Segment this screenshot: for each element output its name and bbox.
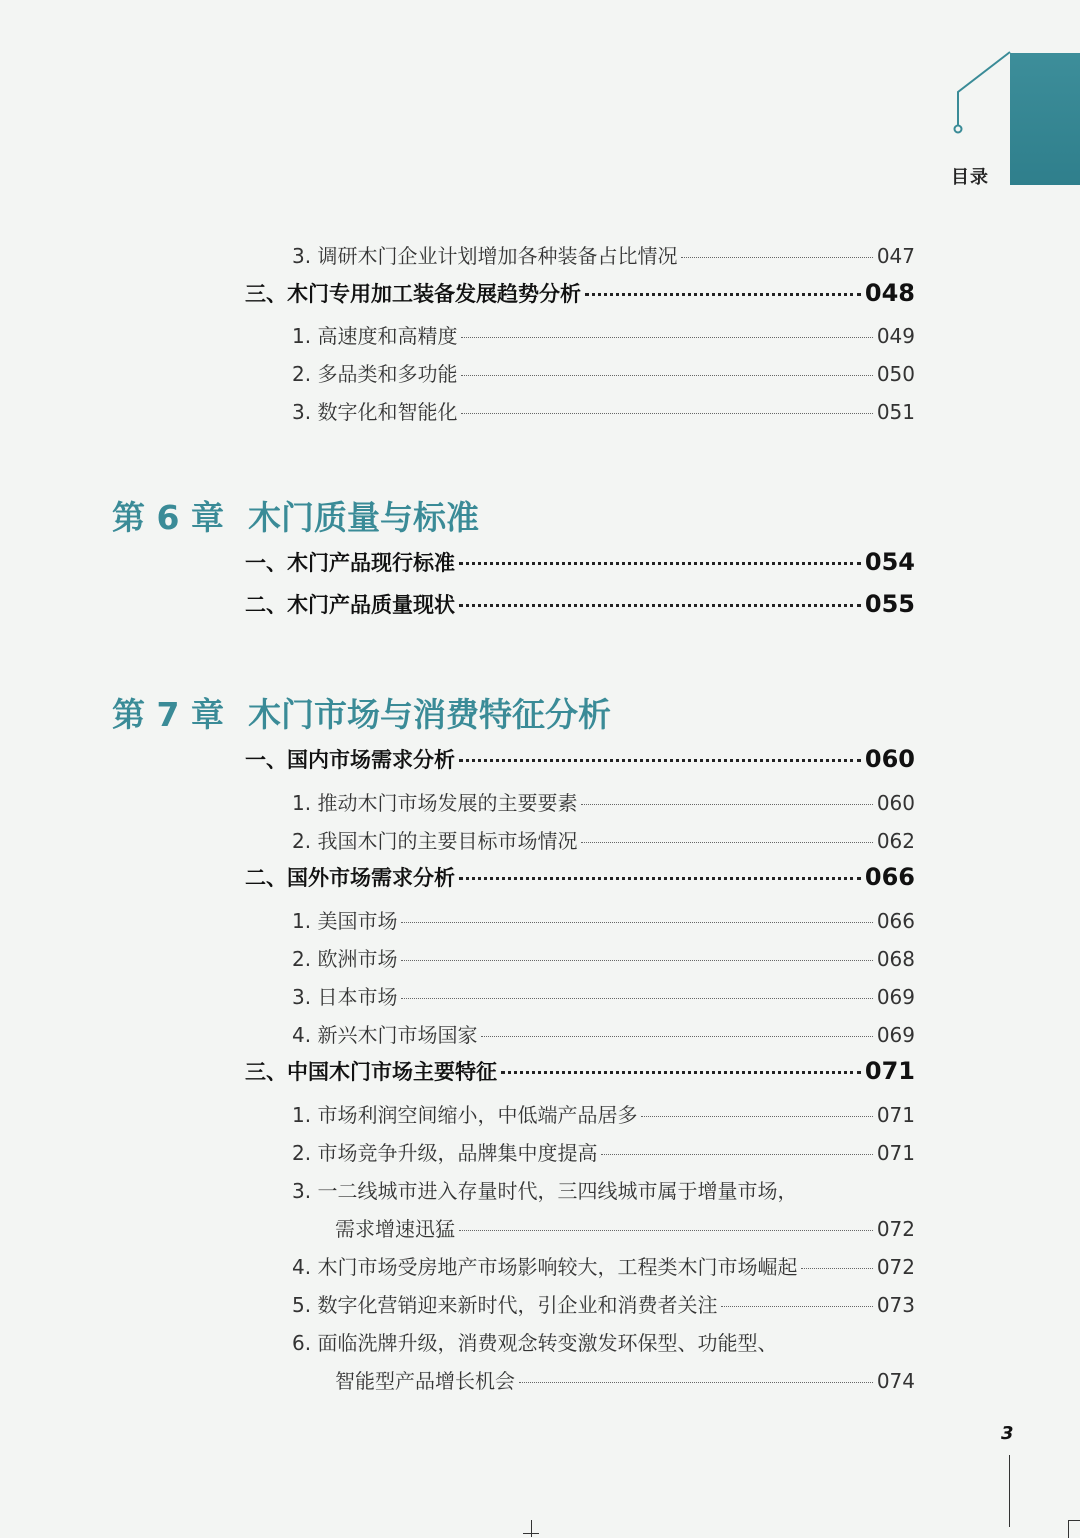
toc-entry[interactable]	[292, 787, 915, 816]
toc-entry-continued[interactable]	[335, 1213, 915, 1242]
toc-entry-title: 2. 市场竞争升级，品牌集中度提高	[292, 1141, 598, 1165]
toc-entry-title: 2. 我国木门的主要目标市场情况	[292, 829, 578, 853]
toc-entry-title: 一、木门产品现行标准	[245, 551, 455, 575]
toc-entry-page: 055	[864, 590, 915, 618]
toc-entry-title: 1. 美国市场	[292, 909, 398, 933]
dot-leader	[721, 1306, 872, 1307]
page-number: 3	[1001, 1423, 1014, 1444]
dot-leader	[401, 922, 872, 923]
dot-leader	[459, 604, 861, 607]
dot-leader	[519, 1382, 873, 1383]
toc-entry-title: 3. 调研木门企业计划增加各种装备占比情况	[292, 244, 678, 268]
toc-entry-page: 066	[864, 863, 915, 891]
toc-entry-title: 三、中国木门市场主要特征	[245, 1060, 497, 1084]
toc-entry-title: 一、国内市场需求分析	[245, 748, 455, 772]
toc-entry-title: 5. 数字化营销迎来新时代，引企业和消费者关注	[292, 1293, 718, 1317]
dot-leader	[459, 759, 861, 762]
dot-leader	[581, 842, 872, 843]
toc-entry-page: 066	[876, 909, 915, 933]
dot-leader	[459, 877, 861, 880]
toc-entry-page: 071	[876, 1141, 915, 1165]
chapter-number: 第 7 章	[112, 695, 224, 734]
dot-leader	[461, 375, 872, 376]
toc-entry-page: 054	[864, 548, 915, 576]
toc-entry[interactable]	[292, 240, 915, 269]
toc-entry-page: 071	[864, 1057, 915, 1085]
toc-entry-page: 074	[876, 1369, 915, 1393]
toc-entry-page: 069	[876, 985, 915, 1009]
toc-entry-title: 需求增速迅猛	[335, 1217, 455, 1241]
toc-entry-page: 072	[876, 1255, 915, 1279]
toc-entry[interactable]	[292, 905, 915, 934]
toc-entry-title: 4. 新兴木门市场国家	[292, 1023, 478, 1047]
dot-leader	[641, 1116, 872, 1117]
crop-mark	[523, 1533, 539, 1534]
toc-entry[interactable]	[292, 1251, 915, 1280]
toc-entry-title: 二、国外市场需求分析	[245, 866, 455, 890]
toc-entry[interactable]	[292, 1019, 915, 1048]
dot-leader	[461, 337, 872, 338]
toc-entry-first-line[interactable]: 6. 面临洗牌升级，消费观念转变激发环保型、功能型、	[292, 1331, 778, 1355]
toc-entry[interactable]	[292, 1137, 915, 1166]
toc-entry-page: 060	[876, 791, 915, 815]
toc-entry-title: 3. 数字化和智能化	[292, 400, 458, 424]
toc-section-entry[interactable]	[245, 278, 915, 308]
corner-line-ornament	[950, 50, 1012, 136]
header-color-tab	[1010, 53, 1080, 185]
toc-entry-page: 069	[876, 1023, 915, 1047]
dot-leader	[501, 1071, 861, 1074]
chapter-heading-7[interactable]	[112, 689, 611, 736]
toc-entry[interactable]	[292, 825, 915, 854]
dot-leader	[401, 998, 872, 999]
toc-entry-title: 1. 市场利润空间缩小，中低端产品居多	[292, 1103, 638, 1127]
chapter-number: 第 6 章	[112, 498, 224, 537]
chapter-title: 木门市场与消费特征分析	[248, 695, 611, 734]
toc-entry[interactable]	[292, 943, 915, 972]
chapter-title: 木门质量与标准	[248, 498, 479, 537]
section-label: 目录	[951, 167, 989, 188]
toc-entry-title: 二、木门产品质量现状	[245, 593, 455, 617]
toc-entry-title: 1. 高速度和高精度	[292, 324, 458, 348]
toc-entry-title: 4. 木门市场受房地产市场影响较大，工程类木门市场崛起	[292, 1255, 798, 1279]
footer-rule	[1009, 1455, 1010, 1527]
dot-leader	[801, 1268, 872, 1269]
toc-entry-page: 051	[876, 400, 915, 424]
toc-entry-page: 068	[876, 947, 915, 971]
dot-leader	[461, 413, 872, 414]
toc-entry[interactable]	[292, 358, 915, 387]
toc-entry-title: 3. 日本市场	[292, 985, 398, 1009]
dot-leader	[581, 804, 872, 805]
toc-entry-continued[interactable]	[335, 1365, 915, 1394]
toc-section-entry[interactable]	[245, 862, 915, 892]
chapter-heading-6[interactable]	[112, 492, 479, 539]
toc-entry-page: 060	[864, 745, 915, 773]
toc-entry-page: 072	[876, 1217, 915, 1241]
crop-mark	[1068, 1520, 1080, 1538]
toc-entry[interactable]	[292, 1099, 915, 1128]
toc-entry-title: 智能型产品增长机会	[335, 1369, 515, 1393]
toc-entry-page: 062	[876, 829, 915, 853]
toc-entry-page: 048	[864, 279, 915, 307]
dot-leader	[459, 1230, 873, 1231]
dot-leader	[681, 257, 872, 258]
toc-entry-title: 1. 推动木门市场发展的主要要素	[292, 791, 578, 815]
toc-entry-page: 049	[876, 324, 915, 348]
toc-entry[interactable]	[292, 981, 915, 1010]
dot-leader	[401, 960, 872, 961]
toc-entry-title: 2. 多品类和多功能	[292, 362, 458, 386]
dot-leader	[459, 562, 861, 565]
toc-section-entry[interactable]	[245, 547, 915, 577]
toc-section-entry[interactable]	[245, 1056, 915, 1086]
dot-leader	[481, 1036, 872, 1037]
dot-leader	[585, 293, 861, 296]
toc-entry[interactable]	[292, 396, 915, 425]
toc-entry-page: 050	[876, 362, 915, 386]
toc-entry-first-line[interactable]: 3. 一二线城市进入存量时代，三四线城市属于增量市场，	[292, 1179, 798, 1203]
toc-entry-title: 三、木门专用加工装备发展趋势分析	[245, 282, 581, 306]
toc-entry-title: 2. 欧洲市场	[292, 947, 398, 971]
toc-section-entry[interactable]	[245, 744, 915, 774]
toc-section-entry[interactable]	[245, 589, 915, 619]
toc-entry-page: 073	[876, 1293, 915, 1317]
toc-entry[interactable]	[292, 320, 915, 349]
toc-entry[interactable]	[292, 1289, 915, 1318]
toc-entry-page: 047	[876, 244, 915, 268]
dot-leader	[601, 1154, 872, 1155]
toc-entry-page: 071	[876, 1103, 915, 1127]
crop-mark	[531, 1520, 532, 1537]
